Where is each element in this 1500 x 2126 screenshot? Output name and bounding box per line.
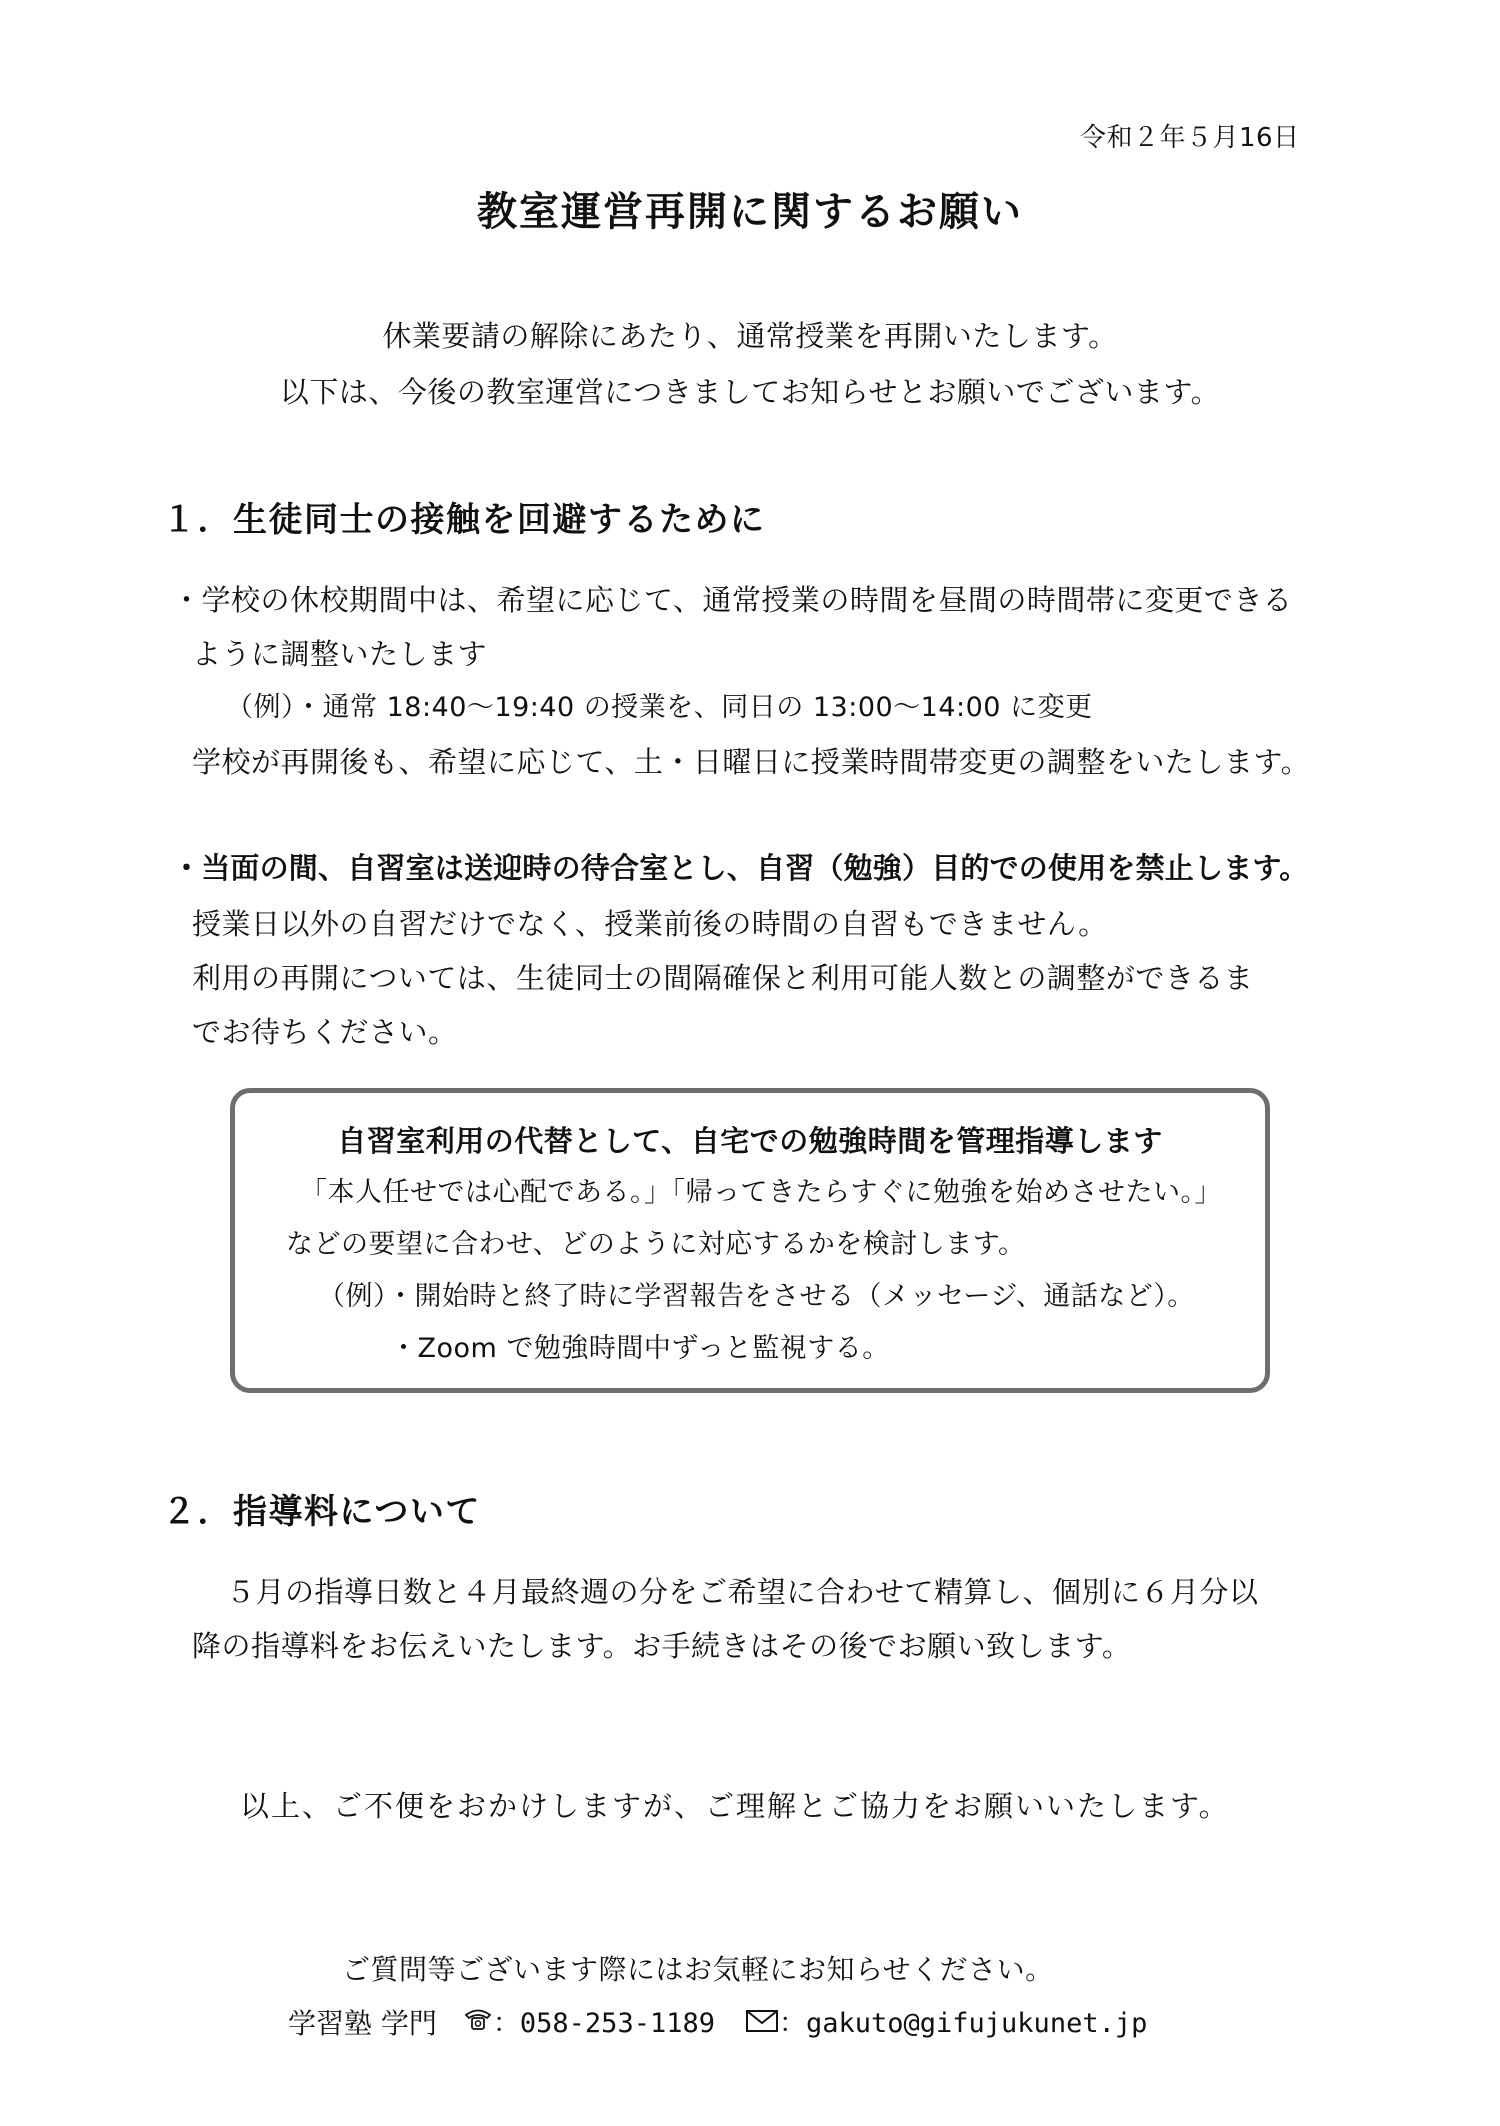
- home-study-box-line: （例）・開始時と終了時に学習報告をさせる（メッセージ、通話など）。: [318, 1281, 1195, 1312]
- section-1-heading: １．生徒同士の接触を回避するために: [162, 500, 766, 540]
- phone-number: ：058-253-1189: [492, 2008, 715, 2039]
- inquiry-line: ご質問等ございます際にはお気軽にお知らせください。: [342, 1953, 1054, 1986]
- section-2-heading: ２．指導料について: [162, 1492, 481, 1532]
- section-1-para2-line: 利用の再開については、生徒同士の間隔確保と利用可能人数との調整ができるま: [192, 961, 1254, 995]
- home-study-box-line: ・Zoom で勉強時間中ずっと監視する。: [390, 1333, 890, 1364]
- intro-line-2: 以下は、今後の教室運営につきましてお知らせとお願いでございます。: [279, 375, 1221, 409]
- section-1-para1-line: ように調整いたします: [192, 637, 488, 671]
- study-room-notice: ・当面の間、自習室は送迎時の待合室とし、自習（勉強）目的での使用を禁止します。: [172, 851, 1309, 885]
- section-2-line: ５月の指導日数と４月最終週の分をご希望に合わせて精算し、個別に６月分以: [226, 1575, 1259, 1609]
- section-2-line: 降の指導料をお伝えいたします。お手続きはその後でお願い致します。: [192, 1629, 1132, 1663]
- phone-icon: [463, 2004, 493, 2044]
- contact-info: [288, 2004, 1147, 2044]
- mail-icon: [745, 2004, 779, 2044]
- intro-line-1: 休業要請の解除にあたり、通常授業を再開いたします。: [382, 319, 1118, 353]
- email-address: ：gakuto@gifujukunet.jp: [778, 2008, 1148, 2039]
- document-date: 令和２年５月16日: [1080, 123, 1300, 153]
- section-1-para2-line: 授業日以外の自習だけでなく、授業前後の時間の自習もできません。: [192, 907, 1108, 941]
- section-1-para1-line: 学校が再開後も、希望に応じて、土・日曜日に授業時間帯変更の調整をいたします。: [192, 745, 1311, 779]
- section-1-para2-line: でお待ちください。: [192, 1015, 458, 1049]
- home-study-box-line: などの要望に合わせ、どのように対応するかを検討します。: [286, 1229, 1026, 1260]
- document-title: 教室運営再開に関するお願い: [477, 189, 1023, 235]
- school-name: 学習塾 学門: [288, 2007, 437, 2040]
- home-study-box-heading: 自習室利用の代替として、自宅での勉強時間を管理指導します: [337, 1124, 1163, 1158]
- section-1-example-line: （例）・通常 18:40～19:40 の授業を、同日の 13:00～14:00 に変更: [226, 692, 1093, 723]
- closing-remark: 以上、ご不便をおかけしますが、ご理解とご協力をお願いいたします。: [240, 1789, 1230, 1823]
- home-study-box-line: 「本人任せでは心配である。」「帰ってきたらすぐに勉強を始めさせたい。」: [300, 1177, 1222, 1208]
- section-1-para1-line: ・学校の休校期間中は、希望に応じて、通常授業の時間を昼間の時間帯に変更できる: [172, 583, 1293, 617]
